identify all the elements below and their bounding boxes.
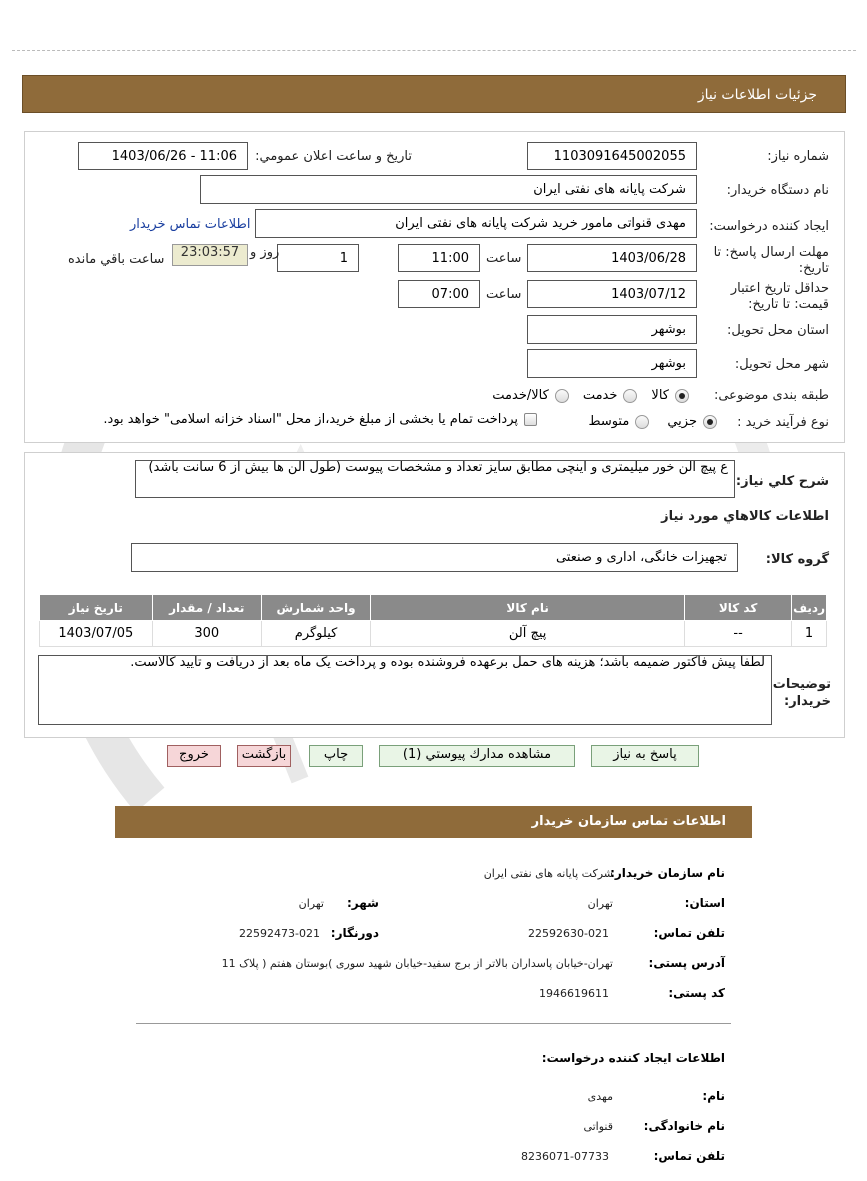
description-text: ع پیچ الن خور میلیمتری و اینچی مطابق سایز تعداد و مشخصات پیوست (طول الن ها بیش از 6 سانت باشد) xyxy=(148,460,728,475)
deadline-label: مهلت ارسال پاسخ: تا تاریخ: xyxy=(713,245,829,276)
radio-icon[interactable] xyxy=(635,415,649,429)
contact-org-label: نام سازمان خریدار: xyxy=(610,866,725,880)
col-row-number: رديف xyxy=(792,595,827,621)
contact-title: اطلاعات تماس سازمان خریدار xyxy=(531,814,726,829)
category-label: طبقه بندی موضوعی: xyxy=(713,388,829,403)
goods-group-field: تجهیزات خانگی، اداری و صنعتی xyxy=(131,543,738,572)
cell-code: -- xyxy=(685,621,792,647)
creator-phone-value: 8236071-07733 xyxy=(521,1150,609,1163)
category-option-both[interactable]: کالا/خدمت xyxy=(492,388,569,403)
contact-address-value: تهران-خیابان پاسداران بالاتر از برج سفید-خیابان شهید سوری )بوستان هفتم ( پلاک 11 xyxy=(221,957,613,970)
contact-postal-label: کد پستی: xyxy=(668,986,725,1000)
description-label: شرح كلي نياز: xyxy=(735,474,829,489)
radio-icon[interactable] xyxy=(555,389,569,403)
cell-row-number: 1 xyxy=(792,621,827,647)
treasury-payment-note: پرداخت تمام یا بخشی از مبلغ خرید،از محل "اسناد خزانه اسلامی" خواهد بود. xyxy=(103,412,518,427)
creator-name-value: مهدی xyxy=(587,1090,613,1103)
requester-label: ایجاد کننده درخواست: xyxy=(709,219,829,234)
contact-buyer-link[interactable]: اطلاعات تماس خریدار xyxy=(130,217,251,232)
announce-label: تاریخ و ساعت اعلان عمومي: xyxy=(255,149,412,164)
cell-name: پیچ آلن xyxy=(371,621,685,647)
buyer-org-label: نام دستگاه خریدار: xyxy=(726,183,829,198)
creator-section-title: اطلاعات ایجاد کننده درخواست: xyxy=(541,1051,725,1065)
creator-phone-label: تلفن تماس: xyxy=(653,1149,725,1163)
validity-time-field: 07:00 xyxy=(398,280,480,308)
description-field xyxy=(135,460,735,498)
process-label: نوع فرآیند خرید : xyxy=(737,415,829,430)
process-option-small[interactable]: جزيي xyxy=(667,414,717,429)
attachments-button[interactable]: مشاهده مدارك پيوستي (1) xyxy=(379,745,575,767)
category-option-goods[interactable]: کالا xyxy=(651,388,689,403)
contact-fax-value: 22592473-021 xyxy=(239,927,320,940)
need-number-field: 1103091645002055 xyxy=(527,142,697,170)
validity-date-field: 1403/07/12 xyxy=(527,280,697,308)
process-radio-group xyxy=(588,414,717,429)
buyer-notes-field xyxy=(38,655,772,725)
deadline-time-label: ساعت xyxy=(486,251,522,266)
creator-name-label: نام: xyxy=(702,1089,725,1103)
remaining-time-badge: 23:03:57 xyxy=(172,244,248,266)
validity-label: حداقل تاریخ اعتبار قیمت: تا تاریخ: xyxy=(730,281,829,312)
contact-province-label: استان: xyxy=(684,896,725,910)
province-field: بوشهر xyxy=(527,315,697,344)
buyer-notes-text: لطفا پیش فاکتور ضمیمه باشد؛ هزینه های حمل برعهده فروشنده بوده و پرداخت یک ماه بعد از دریافت و تایید کالاست. xyxy=(130,655,765,670)
reply-button[interactable]: پاسخ به نياز xyxy=(591,745,699,767)
contact-city-value: تهران xyxy=(298,897,324,910)
goods-table xyxy=(39,594,827,647)
days-label: روز و xyxy=(250,245,280,260)
announce-field: 1403/06/26 - 11:06 xyxy=(78,142,248,170)
creator-family-value: قنواتی xyxy=(583,1120,613,1133)
contact-phone-value: 22592630-021 xyxy=(528,927,609,940)
treasury-payment-option[interactable] xyxy=(103,412,537,427)
contact-city-label: شهر: xyxy=(347,896,379,910)
goods-section-title: اطلاعات كالاهاي مورد نياز xyxy=(661,509,829,524)
col-unit: واحد شمارش xyxy=(261,595,370,621)
table-row[interactable] xyxy=(40,621,827,647)
need-number-label: شماره نیاز: xyxy=(767,149,829,164)
contact-org-value: شرکت پایانه های نفتی ایران xyxy=(483,867,613,880)
category-radio-group xyxy=(492,388,689,403)
contact-postal-value: 1946619611 xyxy=(539,987,609,1000)
col-name: نام کالا xyxy=(371,595,685,621)
col-code: کد کالا xyxy=(685,595,792,621)
buyer-notes-label: توضیحات خریدار: xyxy=(772,677,831,709)
remaining-label: ساعت باقي مانده xyxy=(68,252,165,267)
contact-address-label: آدرس پستی: xyxy=(648,956,725,970)
radio-selected-icon[interactable] xyxy=(675,389,689,403)
exit-button[interactable]: خروج xyxy=(167,745,221,767)
contact-phone-label: تلفن تماس: xyxy=(653,926,725,940)
top-divider xyxy=(12,50,856,51)
goods-group-label: گروه كالا: xyxy=(765,552,829,567)
days-field: 1 xyxy=(277,244,359,272)
requester-field: مهدی قنواتی مامور خرید شرکت پایانه های نفتی ایران xyxy=(255,209,697,238)
contact-header xyxy=(115,806,752,838)
province-label: استان محل تحویل: xyxy=(727,323,829,338)
page-header xyxy=(22,75,846,113)
city-field: بوشهر xyxy=(527,349,697,378)
contact-divider xyxy=(136,1023,731,1024)
category-option-service[interactable]: خدمت xyxy=(583,388,638,403)
col-quantity: تعداد / مقدار xyxy=(152,595,261,621)
deadline-time-field: 11:00 xyxy=(398,244,480,272)
validity-time-label: ساعت xyxy=(486,287,522,302)
cell-unit: کیلوگرم xyxy=(261,621,370,647)
table-header-row xyxy=(40,595,827,621)
radio-selected-icon[interactable] xyxy=(703,415,717,429)
contact-province-value: تهران xyxy=(587,897,613,910)
checkbox-icon[interactable] xyxy=(524,413,537,426)
deadline-date-field: 1403/06/28 xyxy=(527,244,697,272)
back-button[interactable]: بازگشت xyxy=(237,745,291,767)
creator-family-label: نام خانوادگی: xyxy=(643,1119,725,1133)
radio-icon[interactable] xyxy=(623,389,637,403)
col-date: تاریخ نیاز xyxy=(40,595,153,621)
process-option-medium[interactable]: متوسط xyxy=(588,414,649,429)
contact-fax-label: دورنگار: xyxy=(330,926,379,940)
city-label: شهر محل تحویل: xyxy=(734,357,829,372)
cell-quantity: 300 xyxy=(152,621,261,647)
print-button[interactable]: چاپ xyxy=(309,745,363,767)
cell-date: 1403/07/05 xyxy=(40,621,153,647)
page-title: جزئيات اطلاعات نياز xyxy=(697,87,817,103)
buyer-org-field: شرکت پایانه های نفتی ایران xyxy=(200,175,697,204)
